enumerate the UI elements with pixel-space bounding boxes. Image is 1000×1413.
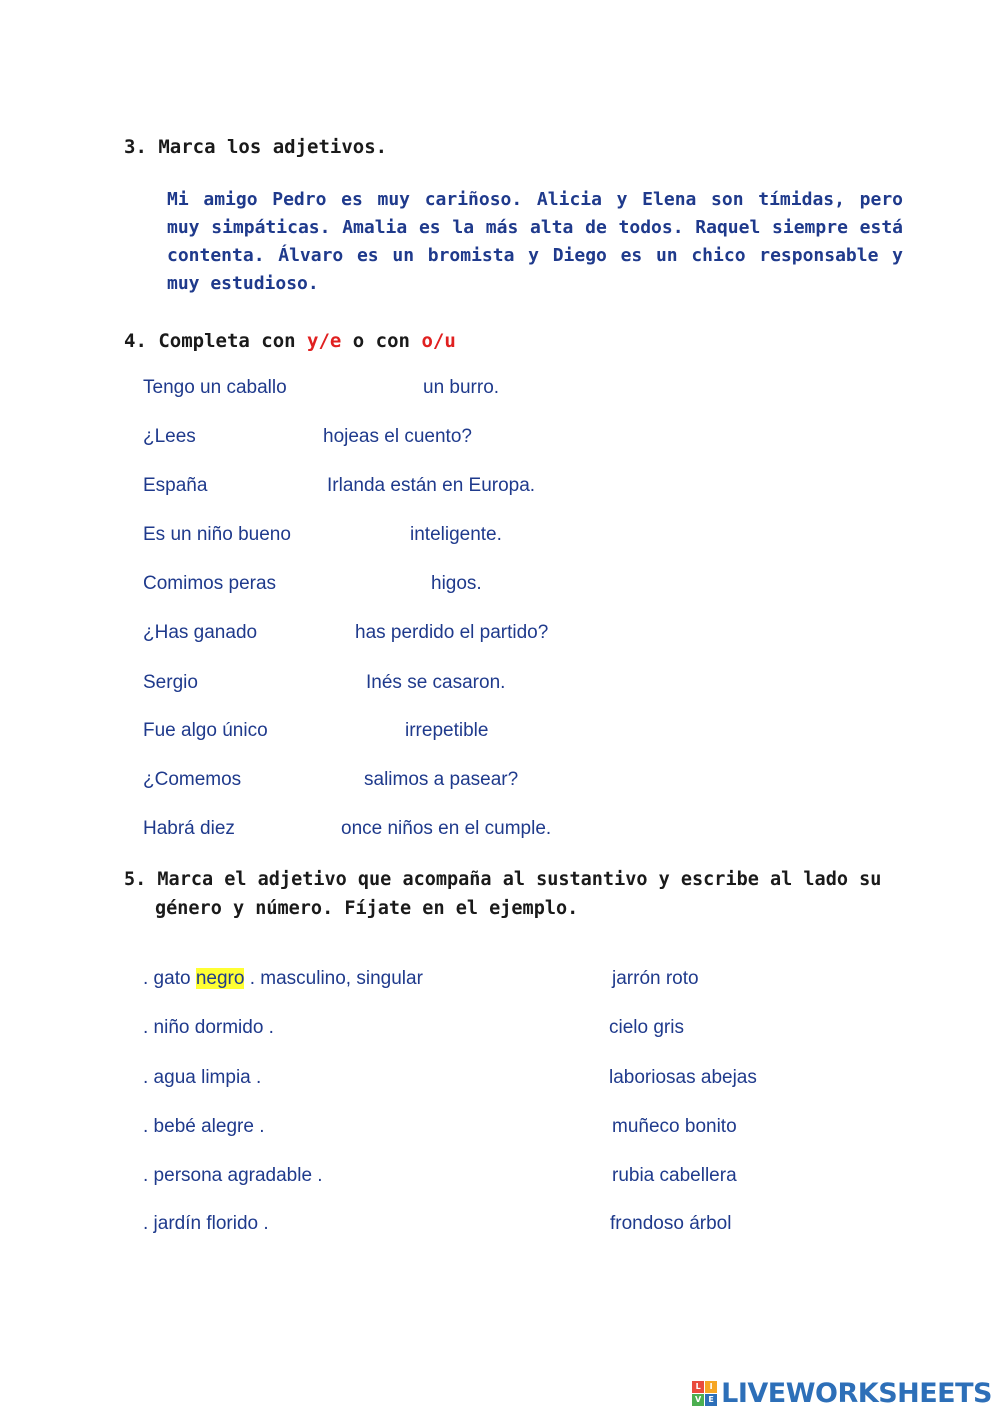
logo-icon — [692, 1381, 717, 1406]
s4-item-3-left: España — [143, 475, 208, 496]
section-3-heading: 3. Marca los adjetivos. — [124, 136, 388, 158]
s5-right-item-1: jarrón roto — [612, 968, 699, 989]
s4-item-6-right: has perdido el partido? — [355, 622, 549, 643]
heading-mid: o con — [341, 330, 422, 352]
s4-item-7-right: Inés se casaron. — [366, 672, 506, 693]
s4-item-4-left: Es un niño bueno — [143, 524, 291, 545]
s4-item-8-right: irrepetible — [405, 720, 489, 741]
logo-letter-v: V — [692, 1394, 704, 1406]
s4-item-5-right: higos. — [431, 573, 482, 594]
example-highlighted-adjective: negro — [195, 968, 245, 989]
s5-right-item-4: muñeco bonito — [612, 1116, 737, 1137]
s4-item-4-right: inteligente. — [410, 524, 502, 545]
s4-item-1-right: un burro. — [423, 377, 500, 398]
s4-item-8-left: Fue algo único — [143, 720, 268, 741]
s5-left-item-5: . jardín florido . — [143, 1213, 269, 1234]
heading-prefix: 4. Completa con — [124, 330, 308, 352]
s4-item-5-left: Comimos peras — [143, 573, 277, 594]
s5-left-item-1: . niño dormido . — [143, 1017, 274, 1038]
s5-right-item-6: frondoso árbol — [610, 1213, 732, 1234]
logo-letter-l: L — [692, 1381, 704, 1393]
brand-name: LIVEWORKSHEETS — [721, 1377, 992, 1409]
s4-item-9-right: salimos a pasear? — [364, 769, 519, 790]
s4-item-1-left: Tengo un caballo — [143, 377, 287, 398]
s5-left-item-2: . agua limpia . — [143, 1067, 262, 1088]
section-3-paragraph: Mi amigo Pedro es muy cariñoso. Alicia y Elena son tímidas, pero muy simpáticas. Amalia es la más alta de todos. Raquel siempre está contenta. Álvaro es un bromista y Diego es un chico responsable y muy estudioso. — [167, 189, 903, 294]
section-5-heading-line-1: 5. Marca el adjetivo que acompaña al sustantivo y escribe al lado su — [124, 869, 882, 890]
s5-right-item-3: laboriosas abejas — [609, 1067, 757, 1088]
s5-right-item-2: cielo gris — [609, 1017, 684, 1038]
s5-left-item-4: . persona agradable . — [143, 1165, 323, 1186]
s4-item-2-left: ¿Lees — [143, 426, 196, 447]
logo-letter-i: I — [705, 1381, 717, 1393]
section-5-heading-line-2: género y número. Fíjate en el ejemplo. — [155, 898, 579, 919]
option-y-e: y/e — [307, 330, 342, 352]
liveworksheets-logo — [692, 1376, 992, 1410]
s5-right-item-5: rubia cabellera — [612, 1165, 737, 1186]
s4-item-10-right: once niños en el cumple. — [341, 818, 552, 839]
s5-example — [143, 968, 423, 990]
logo-letter-e: E — [705, 1394, 717, 1406]
s4-item-7-left: Sergio — [143, 672, 198, 693]
s4-item-9-left: ¿Comemos — [143, 769, 242, 790]
s4-item-10-left: Habrá diez — [143, 818, 235, 839]
s4-item-6-left: ¿Has ganado — [143, 622, 258, 643]
s5-left-item-3: . bebé alegre . — [143, 1116, 265, 1137]
s4-item-3-right: Irlanda están en Europa. — [327, 475, 536, 496]
section-4-heading — [124, 330, 456, 352]
option-o-u: o/u — [421, 330, 456, 352]
s4-item-2-right: hojeas el cuento? — [323, 426, 472, 447]
example-suffix: . masculino, singular — [244, 968, 423, 989]
example-prefix: . gato — [143, 968, 196, 989]
